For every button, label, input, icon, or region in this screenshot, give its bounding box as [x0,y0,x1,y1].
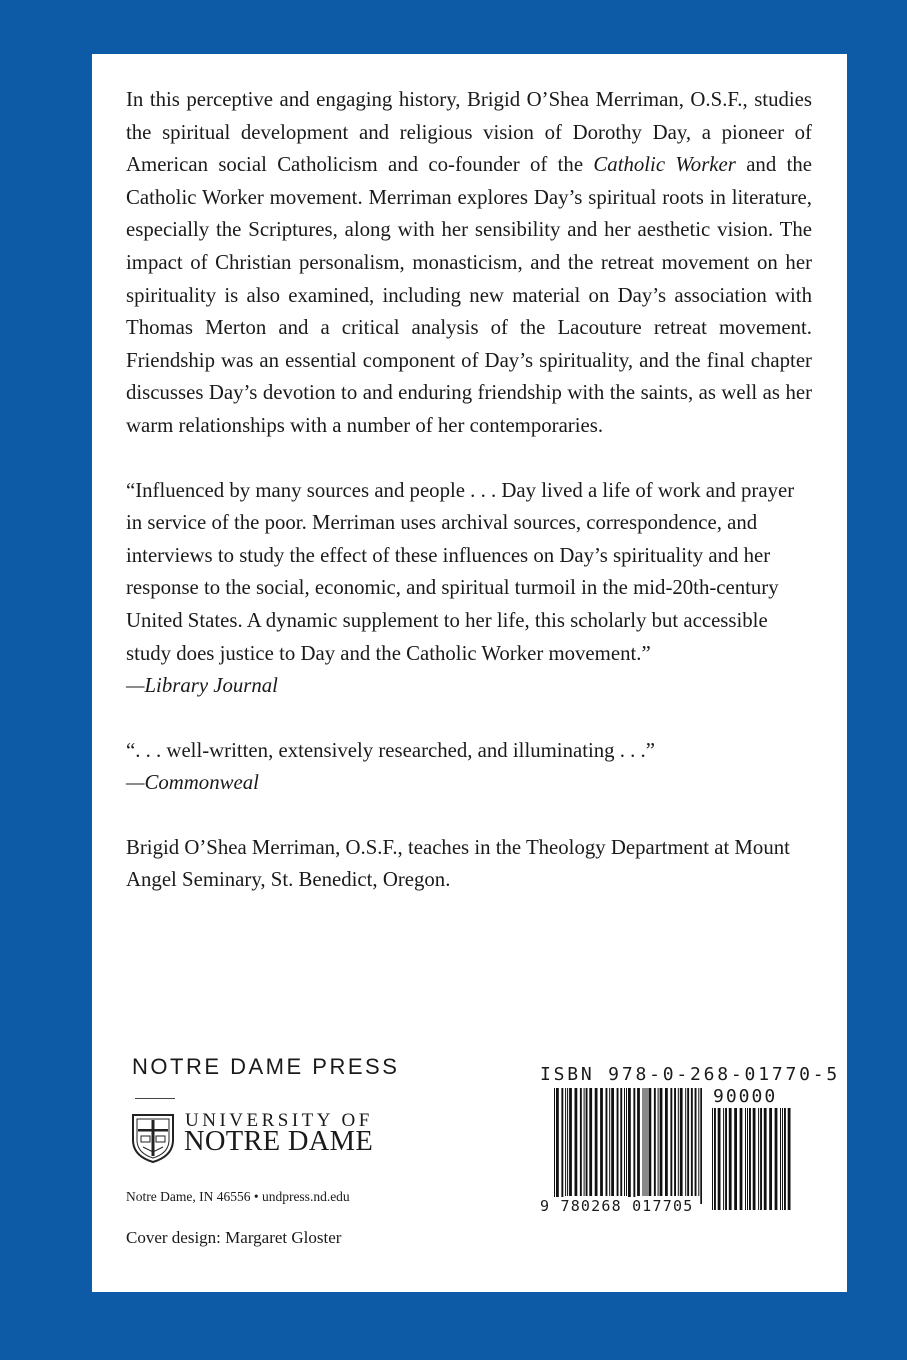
barcode-bar [561,1088,563,1204]
barcode-bar [685,1088,686,1196]
ean-digits: 9 780268 017705 [540,1197,694,1215]
barcode-bar [784,1108,786,1210]
barcode-bar [753,1108,756,1210]
barcode-bar [595,1088,598,1196]
author-bio: Brigid O’Shea Merriman, O.S.F., teaches in the Theology Department at Mount Angel Seminary, St. Benedict, Oregon. [126,835,790,892]
barcode-bar [760,1108,762,1210]
barcode-bar [556,1088,559,1204]
barcode-bar [569,1088,572,1196]
barcode-bar [758,1108,759,1210]
barcode-bar [633,1088,635,1204]
barcode-bar [780,1108,781,1210]
barcode-bar [654,1088,656,1196]
barcode-bar [584,1088,585,1196]
barcode-bar [617,1088,619,1196]
barcode-bar [695,1088,697,1196]
barcode-bar [740,1108,743,1210]
barcode-bar [678,1088,679,1196]
barcode-bar [698,1088,699,1196]
barcode-bar [700,1088,702,1204]
review-source: —Commonweal [126,771,259,795]
university-name-line1: UNIVERSITY OF [185,1110,373,1131]
review-quote-library-journal: “Influenced by many sources and people . . . Day lived a life of work and prayer in service of the poor. Merriman uses archival sources, correspondence, and interviews to study the effect of these influences on Day’s spirituality and her response to the social, economic, and spiritual turmoil in the mid-20th-century United States. A dynamic supplement to her life, this scholarly but accessible study does justice to Day and the Catholic Worker movement.” —Library Journal [126,478,795,698]
barcode-bar [788,1108,791,1210]
barcode-bar [589,1088,592,1196]
barcode-bar [782,1108,783,1210]
barcode-bar [626,1088,627,1196]
price-barcode [712,1108,792,1218]
barcode-bar [580,1088,582,1196]
cover-design-credit: Cover design: Margaret Gloster [126,1228,342,1247]
review-quote-commonweal: “. . . well-written, extensively researched, and illuminating . . .” —Commonweal [126,738,655,795]
barcode-bar [749,1108,751,1210]
university-name-line2: NOTRE DAME [184,1126,374,1157]
barcode-bar [764,1108,767,1210]
barcode-bar [606,1088,608,1196]
barcode-bar [645,1088,646,1196]
barcode-bar [769,1108,772,1210]
press-name: NOTRE DAME PRESS [132,1054,400,1079]
publisher-address: Notre Dame, IN 46556 • undpress.nd.edu [126,1189,350,1204]
barcode-bar [554,1088,555,1204]
barcode-bar [600,1088,603,1196]
barcode-bar [647,1088,648,1196]
barcode-bar [674,1088,676,1196]
barcode-bar [665,1088,668,1196]
notre-dame-shield-icon [130,1112,176,1164]
barcode-bar [725,1108,727,1210]
barcode-bar [687,1088,689,1196]
barcode-bar [567,1088,568,1196]
barcode-bar [658,1088,659,1196]
barcode-bar [729,1108,732,1210]
barcode-bar [660,1088,663,1196]
isbn-barcode [554,1088,702,1204]
barcode-bar [670,1088,672,1196]
book-description: In this perceptive and engaging history, Brigid O’Shea Merriman, O.S.F., studies the spiritual development and religious vision of Dorothy Day, a pioneer of American social Catholicism and co-founder of the Catholic Worker and the Catholic Worker movement. Merriman explores Day’s spiritual roots in literature, especially the Scriptures, along with her sensibility and her aesthetic vision. The impact of Christian personalism, monasticism, and the retreat movement on her spirituality is also examined, including new material on Day’s association with Thomas Merton and a critical analysis of the Lacouture retreat movement. Friendship was an essential component of Day’s spirituality, and the final chapter discusses Day’s devotion to and enduring friendship with the saints, as well as her warm relationships with a number of her contemporaries. [126,88,812,437]
barcode-bar [624,1088,625,1196]
price-code: 90000 [713,1086,778,1107]
barcode-bar [637,1088,640,1196]
barcode-bar [620,1088,622,1196]
barcode-bar [714,1108,716,1210]
isbn-label: ISBN 978-0-268-01770-5 [540,1064,841,1085]
barcode-bar [775,1108,778,1210]
barcode-bar [565,1088,566,1196]
barcode-bar [611,1088,614,1196]
barcode-bar [691,1088,693,1196]
publication-title: Catholic Worker [593,153,736,177]
barcode-bar [745,1108,746,1210]
barcode-bar [575,1088,578,1196]
barcode-bar [609,1088,610,1196]
barcode-bar [586,1088,588,1196]
barcode-bar [723,1108,724,1210]
cover-text [126,84,812,897]
barcode-bar [628,1088,631,1204]
barcode-bar [680,1088,683,1196]
divider [135,1098,175,1099]
barcode-bar [734,1108,737,1210]
barcode-bar [643,1088,644,1196]
review-source: —Library Journal [126,674,278,698]
barcode-bar [718,1108,721,1210]
barcode-bar [649,1088,652,1196]
back-cover-panel [92,54,847,1292]
barcode-bar [712,1108,713,1210]
barcode-bar [747,1108,748,1210]
